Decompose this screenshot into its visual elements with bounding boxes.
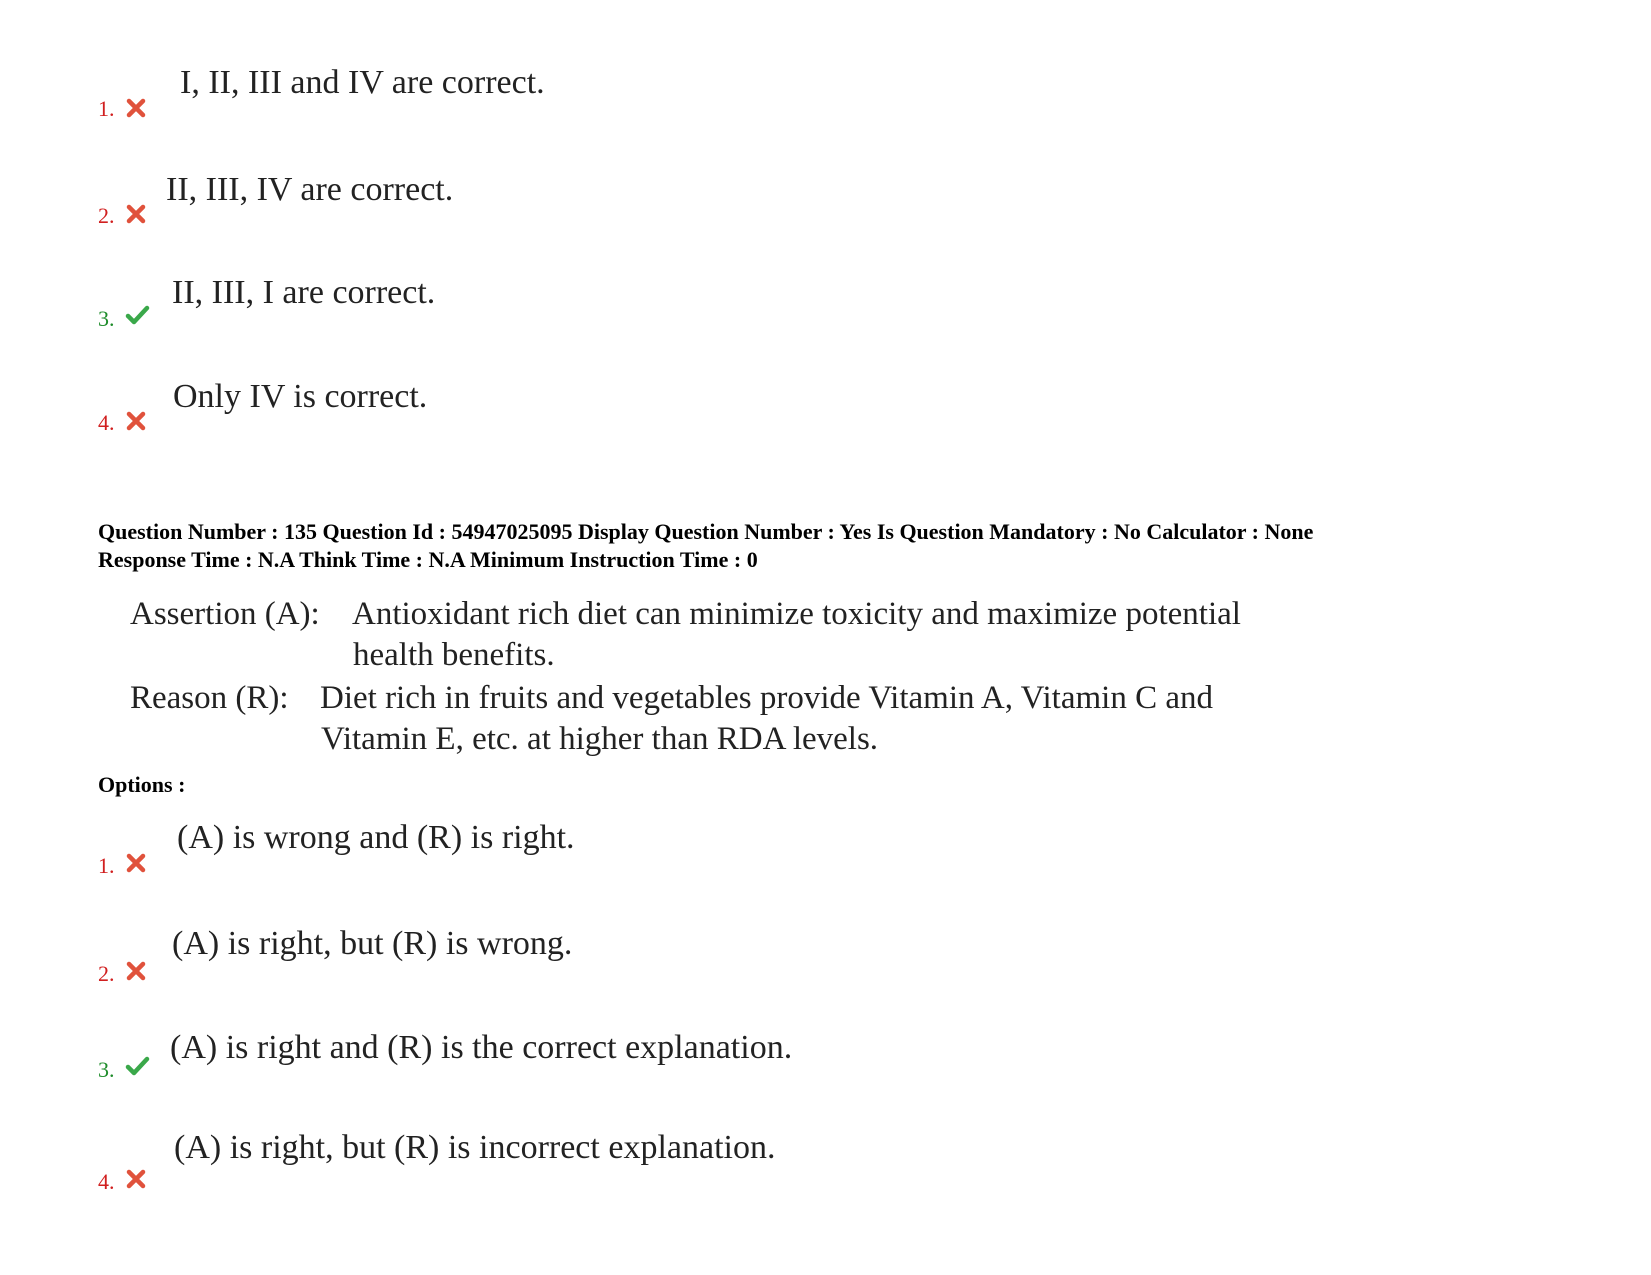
option-text: (A) is wrong and (R) is right. — [177, 819, 575, 856]
assertion-text-line-1: Antioxidant rich diet can minimize toxicity and maximize potential — [352, 596, 1241, 632]
prev-option-3 — [0, 270, 1651, 330]
reason-text-line-2: Vitamin E, etc. at higher than RDA levels. — [321, 721, 879, 757]
prev-option-1 — [0, 60, 1651, 120]
cross-icon — [124, 959, 148, 983]
option-number: 4. — [98, 1169, 115, 1194]
option-text: (A) is right and (R) is the correct explanation. — [170, 1029, 793, 1066]
option-text: I, II, III and IV are correct. — [180, 64, 545, 101]
prev-option-4 — [0, 374, 1651, 434]
cross-icon — [124, 851, 148, 875]
reason-text-line-1: Diet rich in fruits and vegetables provide Vitamin A, Vitamin C and — [320, 680, 1213, 716]
option-text: (A) is right, but (R) is wrong. — [172, 925, 573, 962]
check-icon — [124, 1054, 150, 1078]
option-number: 1. — [98, 853, 115, 878]
option-text: (A) is right, but (R) is incorrect explanation. — [174, 1129, 776, 1166]
check-icon — [124, 303, 150, 327]
options-label: Options : — [98, 772, 186, 797]
option-text: Only IV is correct. — [173, 378, 428, 415]
prev-option-2 — [0, 167, 1651, 227]
option-2 — [0, 921, 1651, 986]
assertion-label: Assertion (A): — [130, 596, 320, 632]
option-number: 3. — [98, 306, 115, 331]
option-text: II, III, I are correct. — [172, 274, 436, 311]
option-number: 3. — [98, 1057, 115, 1082]
cross-icon — [124, 202, 148, 226]
option-number: 1. — [98, 96, 115, 121]
assertion-text-line-2: health benefits. — [353, 637, 555, 673]
reason-label: Reason (R): — [130, 680, 289, 716]
question-meta-line-1: Question Number : 135 Question Id : 54947025095 Display Question Number : Yes Is Question Mandatory : No Calculator : None — [98, 519, 1314, 544]
option-4 — [0, 1127, 1651, 1194]
option-number: 4. — [98, 410, 115, 435]
question-meta-line-2: Response Time : N.A Think Time : N.A Minimum Instruction Time : 0 — [98, 547, 758, 572]
option-1 — [0, 815, 1651, 878]
cross-icon — [124, 1167, 148, 1191]
option-text: II, III, IV are correct. — [166, 171, 454, 208]
option-number: 2. — [98, 961, 115, 986]
option-3 — [0, 1027, 1651, 1087]
cross-icon — [124, 409, 148, 433]
option-number: 2. — [98, 203, 115, 228]
cross-icon — [124, 96, 148, 120]
